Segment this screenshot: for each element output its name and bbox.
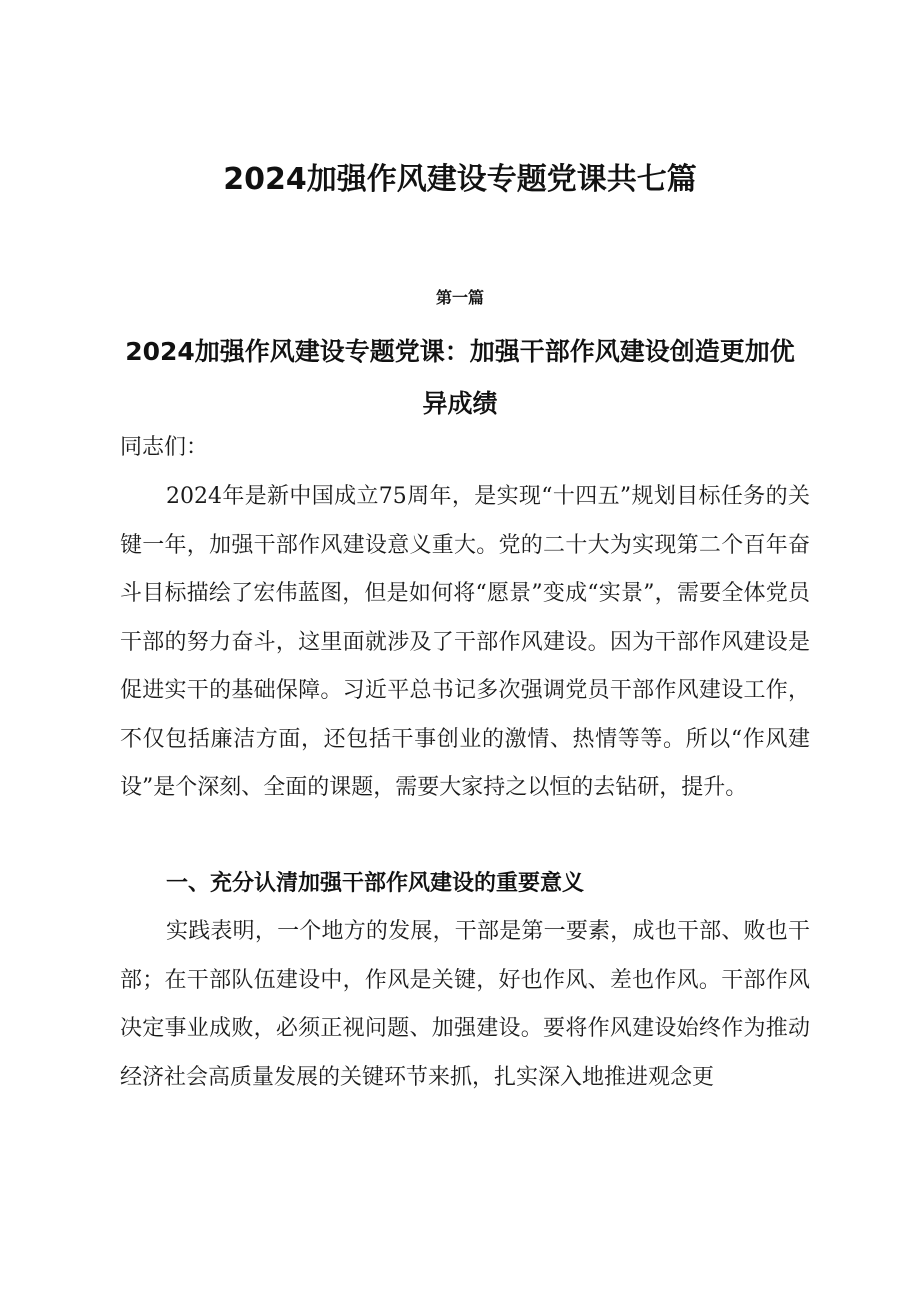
body-paragraph: 2024年是新中国成立75周年，是实现“十四五”规划目标任务的关键一年，加强干部作风建设意义重大。党的二十大为实现第二个百年奋斗目标描绘了宏伟蓝图，但是如何将“愿景”变成“实景”，需要全体党员干部的努力奋斗，这里面就涉及了干部作风建设。因为干部作风建设是促进实干的基础保障。习近平总书记多次强调党员干部作风建设工作，不仅包括廉洁方面，还包括干事创业的激情、热情等等。所以“作风建设”是个深刻、全面的课题，需要大家持之以恒的去钻研，提升。	[120, 484, 810, 800]
body-paragraph: 实践表明，一个地方的发展，干部是第一要素，成也干部、败也干部；在干部队伍建设中，作风是关键，好也作风、差也作风。干部作风决定事业成败，必须正视问题、加强建设。要将作风建设始终作为推动经济社会高质量发展的关键环节来抓，扎实深入地推进观念更	[120, 919, 810, 1090]
document-title: 2024加强作风建设专题党课共七篇	[223, 162, 697, 197]
part-title: 2024加强作风建设专题党课：加强干部作风建设创造更加优异成绩	[125, 337, 795, 418]
salutation: 同志们：	[120, 435, 209, 460]
section-heading: 一、充分认清加强干部作风建设的重要意义	[166, 871, 585, 896]
part-label: 第一篇	[435, 288, 484, 307]
